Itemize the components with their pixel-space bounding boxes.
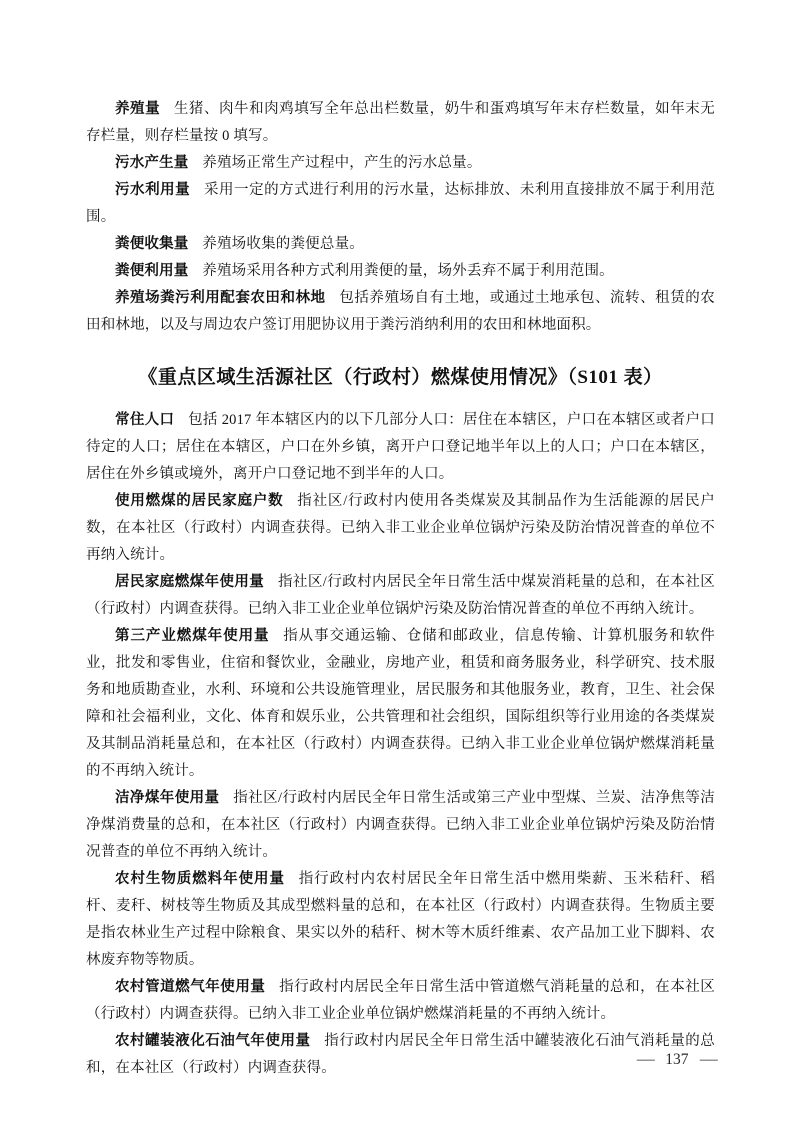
definition-text: 包括 2017 年本辖区内的以下几部分人口：居住在本辖区，户口在本辖区或者户口待定的人口；居住在本辖区，户口在外乡镇，离开户口登记地半年以上的人口；户口在本辖区，居住在外乡镇或境外，离开户口登记地不到半年的人口。 — [86, 412, 716, 482]
definition-paragraph — [86, 231, 715, 258]
definition-term: 养殖场粪污利用配套农田和林地 — [115, 290, 326, 306]
definition-term: 农村罐装液化石油气年使用量 — [115, 1033, 311, 1049]
footer-dash-right: — — [699, 1051, 718, 1068]
definition-paragraph — [86, 285, 715, 339]
definition-term: 农村管道燃气年使用量 — [115, 979, 266, 995]
definition-term: 粪便利用量 — [115, 263, 189, 279]
definition-text: 养殖场采用各种方式利用粪便的量，场外丢弃不属于利用范围。 — [202, 263, 614, 279]
definition-text: 指社区/行政村内居民全年日常生活中煤炭消耗量的总和，在本社区（行政村）内调查获得。已纳入非工业企业单位锅炉污染及防治情况普查的单位不再纳入统计。 — [86, 574, 715, 617]
definition-text: 采用一定的方式进行利用的污水量，达标排放、未利用直接排放不属于利用范围。 — [86, 182, 716, 225]
definition-text: 生猪、肉牛和肉鸡填写全年总出栏数量，奶牛和蛋鸡填写年末存栏数量，如年末无存栏量，则存栏量按 0 填写。 — [86, 101, 715, 144]
footer-dash-left: — — [636, 1051, 655, 1068]
definition-text: 指行政村内居民全年日常生活中罐装液化石油气消耗量的总和，在本社区（行政村）内调查获得。 — [86, 1033, 715, 1076]
definition-paragraph — [86, 866, 715, 974]
definition-term: 居民家庭燃煤年使用量 — [115, 574, 265, 590]
definition-paragraph — [86, 569, 715, 623]
definition-paragraph — [86, 407, 715, 488]
page-number: 137 — [665, 1051, 689, 1068]
definition-text: 指社区/行政村内使用各类煤炭及其制品作为生活能源的居民户数，在本社区（行政村）内调查获得。已纳入非工业企业单位锅炉污染及防治情况普查的单位不再纳入统计。 — [86, 493, 715, 563]
definition-term: 养殖量 — [115, 101, 161, 117]
livestock-definitions-section — [86, 96, 715, 339]
definition-term: 污水利用量 — [115, 182, 191, 198]
coal-usage-definitions-section — [86, 407, 718, 1082]
definition-text: 养殖场收集的粪便总量。 — [202, 236, 364, 252]
definition-paragraph — [86, 488, 715, 569]
definition-term: 污水产生量 — [115, 155, 189, 171]
definition-paragraph — [86, 785, 715, 866]
definition-term: 粪便收集量 — [115, 236, 189, 252]
page-footer — [638, 1051, 716, 1069]
definition-text: 包括养殖场自有土地，或通过土地承包、流转、租赁的农田和林地，以及与周边农户签订用肥协议用于粪污消纳利用的农田和林地面积。 — [86, 290, 715, 333]
section-title: 《重点区域生活源社区（行政村）燃煤使用情况》（S101 表） — [138, 367, 663, 388]
definition-paragraph — [86, 177, 715, 231]
definition-term: 第三产业燃煤年使用量 — [115, 628, 270, 644]
definition-term: 常住人口 — [115, 412, 175, 428]
definition-term: 农村生物质燃料年使用量 — [115, 871, 285, 887]
definition-paragraph — [86, 974, 715, 1028]
definition-term: 使用燃煤的居民家庭户数 — [115, 493, 284, 509]
definition-text: 指行政村内居民全年日常生活中管道燃气消耗量的总和，在本社区（行政村）内调查获得。已纳入非工业企业单位锅炉燃煤消耗量的不再纳入统计。 — [86, 979, 715, 1022]
definition-text: 指行政村内农村居民全年日常生活中燃用柴薪、玉米秸秆、稻杆、麦秆、树枝等生物质及其成型燃料量的总和，在本社区（行政村）内调查获得。生物质主要是指农林业生产过程中除粮食、果实以外的秸秆、树木等木质纤维素、农产品加工业下脚料、农林废弃物等物质。 — [86, 871, 715, 968]
definition-paragraph — [86, 96, 715, 150]
definition-text: 养殖场正常生产过程中，产生的污水总量。 — [202, 155, 482, 171]
definition-text: 指社区/行政村内居民全年日常生活或第三产业中型煤、兰炭、洁净焦等洁净煤消费量的总和，在本社区（行政村）内调查获得。已纳入非工业企业单位锅炉污染及防治情况普查的单位不再纳入统计。 — [86, 790, 715, 860]
definition-term: 洁净煤年使用量 — [115, 790, 220, 806]
definition-paragraph — [86, 1028, 718, 1082]
definition-paragraph — [86, 258, 715, 285]
definition-paragraph — [86, 623, 715, 785]
definition-paragraph — [86, 150, 715, 177]
definition-text: 指从事交通运输、仓储和邮政业，信息传输、计算机服务和软件业，批发和零售业，住宿和餐饮业，金融业，房地产业，租赁和商务服务业，科学研究、技术服务和地质勘查业，水利、环境和公共设施管理业，居民服务和其他服务业，教育，卫生、社会保障和社会福利业，文化、体育和娱乐业，公共管理和社会组织，国际组织等行业用途的各类煤炭及其制品消耗量总和，在本社区（行政村）内调查获得。已纳入非工业企业单位锅炉燃煤消耗量的不再纳入统计。 — [86, 628, 715, 779]
